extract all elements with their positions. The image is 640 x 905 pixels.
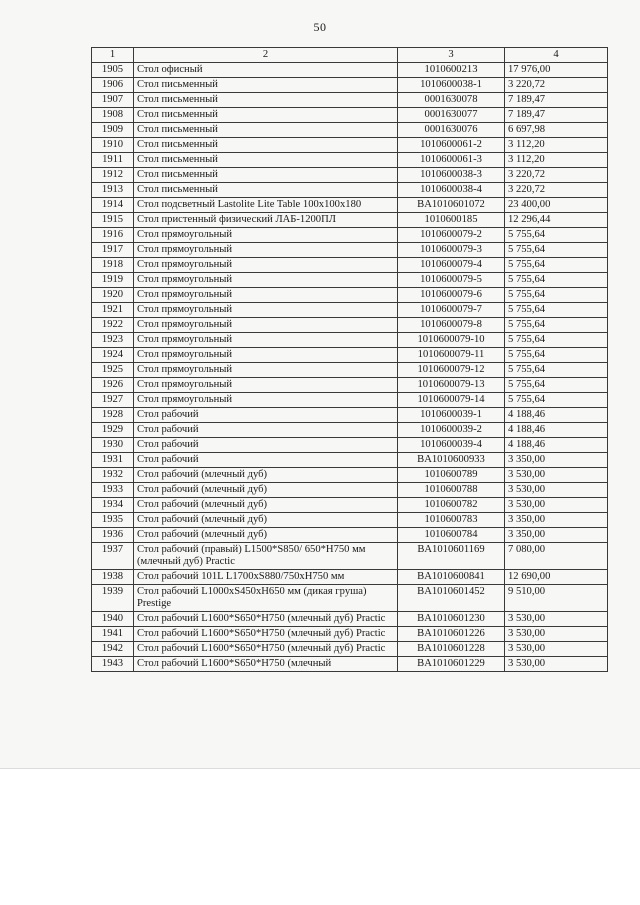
item-name: Стол рабочий (млечный дуб) (134, 468, 398, 483)
inventory-code: 1010600079-13 (398, 378, 505, 393)
row-number: 1919 (92, 273, 134, 288)
item-value: 7 189,47 (505, 108, 608, 123)
table-row (92, 93, 608, 108)
table-row (92, 408, 608, 423)
row-number: 1929 (92, 423, 134, 438)
inventory-code: 1010600079-8 (398, 318, 505, 333)
table-row (92, 570, 608, 585)
table-row (92, 642, 608, 657)
item-name: Стол пристенный физический ЛАБ-1200ПЛ (134, 213, 398, 228)
item-value: 3 530,00 (505, 627, 608, 642)
item-name: Стол письменный (134, 108, 398, 123)
table-row (92, 273, 608, 288)
column-header-value: 4 (505, 48, 608, 63)
inventory-code: 1010600038-4 (398, 183, 505, 198)
item-name: Стол рабочий (млечный дуб) (134, 498, 398, 513)
row-number: 1922 (92, 318, 134, 333)
inventory-code: 1010600079-4 (398, 258, 505, 273)
item-value: 5 755,64 (505, 363, 608, 378)
item-value: 23 400,00 (505, 198, 608, 213)
item-value: 5 755,64 (505, 348, 608, 363)
table-body (92, 63, 608, 672)
item-name: Стол письменный (134, 153, 398, 168)
row-number: 1912 (92, 168, 134, 183)
item-name: Стол письменный (134, 183, 398, 198)
item-value: 3 530,00 (505, 642, 608, 657)
inventory-code: 1010600788 (398, 483, 505, 498)
item-value: 3 350,00 (505, 528, 608, 543)
inventory-code: 1010600079-7 (398, 303, 505, 318)
row-number: 1937 (92, 543, 134, 570)
row-number: 1914 (92, 198, 134, 213)
table-row (92, 612, 608, 627)
inventory-code: 1010600079-12 (398, 363, 505, 378)
item-value: 3 220,72 (505, 78, 608, 93)
inventory-code: BA1010601230 (398, 612, 505, 627)
row-number: 1934 (92, 498, 134, 513)
inventory-code: 1010600079-11 (398, 348, 505, 363)
inventory-code: BA1010601229 (398, 657, 505, 672)
row-number: 1925 (92, 363, 134, 378)
inventory-code: 1010600079-10 (398, 333, 505, 348)
item-name: Стол подсветный Lastolite Lite Table 100x100x180 (134, 198, 398, 213)
table-row (92, 453, 608, 468)
item-name: Стол прямоугольный (134, 363, 398, 378)
table-row (92, 657, 608, 672)
table-row (92, 258, 608, 273)
item-name: Стол прямоугольный (134, 288, 398, 303)
row-number: 1927 (92, 393, 134, 408)
table-row (92, 108, 608, 123)
table-row (92, 483, 608, 498)
item-name: Стол прямоугольный (134, 348, 398, 363)
table-row (92, 138, 608, 153)
item-name: Стол рабочий L1600*S650*H750 (млечный (134, 657, 398, 672)
item-value: 5 755,64 (505, 378, 608, 393)
item-name: Стол рабочий (134, 438, 398, 453)
row-number: 1921 (92, 303, 134, 318)
table-row (92, 363, 608, 378)
table-row (92, 468, 608, 483)
item-value: 4 188,46 (505, 438, 608, 453)
inventory-code: 0001630077 (398, 108, 505, 123)
item-name: Стол письменный (134, 138, 398, 153)
row-number: 1917 (92, 243, 134, 258)
table-row (92, 423, 608, 438)
column-header-code: 3 (398, 48, 505, 63)
item-value: 3 112,20 (505, 153, 608, 168)
item-value: 7 189,47 (505, 93, 608, 108)
item-value: 5 755,64 (505, 273, 608, 288)
table-row (92, 228, 608, 243)
row-number: 1916 (92, 228, 134, 243)
table-row (92, 303, 608, 318)
inventory-code: 1010600079-3 (398, 243, 505, 258)
item-name: Стол рабочий L1600*S650*H750 (млечный дуб) Practic (134, 612, 398, 627)
inventory-code: 1010600079-6 (398, 288, 505, 303)
item-name: Стол рабочий (134, 453, 398, 468)
table-row (92, 198, 608, 213)
inventory-code: BA1010601452 (398, 585, 505, 612)
inventory-table (91, 47, 608, 672)
item-name: Стол рабочий (млечный дуб) (134, 528, 398, 543)
item-value: 5 755,64 (505, 258, 608, 273)
item-value: 5 755,64 (505, 288, 608, 303)
item-value: 3 530,00 (505, 498, 608, 513)
table-row (92, 333, 608, 348)
inventory-code: 1010600039-2 (398, 423, 505, 438)
table-row (92, 543, 608, 570)
row-number: 1938 (92, 570, 134, 585)
item-value: 4 188,46 (505, 423, 608, 438)
item-name: Стол письменный (134, 93, 398, 108)
item-value: 5 755,64 (505, 318, 608, 333)
table-row (92, 123, 608, 138)
column-header-number: 1 (92, 48, 134, 63)
item-value: 4 188,46 (505, 408, 608, 423)
row-number: 1918 (92, 258, 134, 273)
table-row (92, 393, 608, 408)
item-name: Стол прямоугольный (134, 318, 398, 333)
item-name: Стол офисный (134, 63, 398, 78)
item-value: 3 530,00 (505, 612, 608, 627)
item-value: 6 697,98 (505, 123, 608, 138)
inventory-code: 1010600061-3 (398, 153, 505, 168)
table-row (92, 63, 608, 78)
item-name: Стол рабочий L1600*S650*H750 (млечный дуб) Practic (134, 642, 398, 657)
row-number: 1915 (92, 213, 134, 228)
item-value: 12 690,00 (505, 570, 608, 585)
row-number: 1907 (92, 93, 134, 108)
row-number: 1940 (92, 612, 134, 627)
item-name: Стол рабочий L1600*S650*H750 (млечный дуб) Practic (134, 627, 398, 642)
row-number: 1909 (92, 123, 134, 138)
table-row (92, 378, 608, 393)
table-row (92, 153, 608, 168)
item-name: Стол прямоугольный (134, 228, 398, 243)
item-name: Стол письменный (134, 78, 398, 93)
row-number: 1926 (92, 378, 134, 393)
row-number: 1933 (92, 483, 134, 498)
row-number: 1905 (92, 63, 134, 78)
row-number: 1942 (92, 642, 134, 657)
inventory-code: 1010600079-5 (398, 273, 505, 288)
item-name: Стол рабочий (млечный дуб) (134, 513, 398, 528)
item-value: 3 350,00 (505, 513, 608, 528)
item-name: Стол рабочий L1000xS450xH650 мм (дикая груша) Prestige (134, 585, 398, 612)
row-number: 1943 (92, 657, 134, 672)
table-row (92, 168, 608, 183)
inventory-code: 1010600061-2 (398, 138, 505, 153)
table-row (92, 78, 608, 93)
item-name: Стол прямоугольный (134, 303, 398, 318)
row-number: 1908 (92, 108, 134, 123)
inventory-code: 1010600079-2 (398, 228, 505, 243)
inventory-code: 1010600039-1 (398, 408, 505, 423)
table-row (92, 243, 608, 258)
item-name: Стол письменный (134, 168, 398, 183)
inventory-code: BA1010601226 (398, 627, 505, 642)
item-value: 5 755,64 (505, 393, 608, 408)
inventory-code: 1010600185 (398, 213, 505, 228)
table-row (92, 438, 608, 453)
table-row (92, 513, 608, 528)
item-name: Стол письменный (134, 123, 398, 138)
row-number: 1939 (92, 585, 134, 612)
item-value: 5 755,64 (505, 303, 608, 318)
inventory-code: 1010600784 (398, 528, 505, 543)
table-row (92, 213, 608, 228)
table-row (92, 348, 608, 363)
column-header-name: 2 (134, 48, 398, 63)
row-number: 1932 (92, 468, 134, 483)
item-value: 7 080,00 (505, 543, 608, 570)
table-row (92, 528, 608, 543)
inventory-code: BA1010601169 (398, 543, 505, 570)
inventory-code: 1010600783 (398, 513, 505, 528)
table-row (92, 183, 608, 198)
item-name: Стол прямоугольный (134, 378, 398, 393)
item-name: Стол прямоугольный (134, 243, 398, 258)
item-value: 5 755,64 (505, 228, 608, 243)
inventory-code: BA1010600933 (398, 453, 505, 468)
row-number: 1935 (92, 513, 134, 528)
item-value: 5 755,64 (505, 333, 608, 348)
row-number: 1923 (92, 333, 134, 348)
inventory-code: 1010600079-14 (398, 393, 505, 408)
item-value: 3 530,00 (505, 483, 608, 498)
item-value: 3 220,72 (505, 183, 608, 198)
row-number: 1924 (92, 348, 134, 363)
item-name: Стол прямоугольный (134, 333, 398, 348)
item-name: Стол прямоугольный (134, 393, 398, 408)
item-name: Стол прямоугольный (134, 258, 398, 273)
item-name: Стол рабочий (правый) L1500*S850/ 650*H750 мм (млечный дуб) Practic (134, 543, 398, 570)
inventory-code: BA1010601228 (398, 642, 505, 657)
table-row (92, 288, 608, 303)
item-name: Стол прямоугольный (134, 273, 398, 288)
row-number: 1931 (92, 453, 134, 468)
inventory-code: 1010600038-3 (398, 168, 505, 183)
row-number: 1910 (92, 138, 134, 153)
item-value: 9 510,00 (505, 585, 608, 612)
page-number: 50 (313, 20, 327, 34)
item-name: Стол рабочий 101L L1700xS880/750xH750 мм (134, 570, 398, 585)
row-number: 1928 (92, 408, 134, 423)
inventory-code: 1010600782 (398, 498, 505, 513)
row-number: 1930 (92, 438, 134, 453)
table-row (92, 585, 608, 612)
inventory-code: 0001630078 (398, 93, 505, 108)
table-row (92, 627, 608, 642)
inventory-code: 1010600789 (398, 468, 505, 483)
item-name: Стол рабочий (134, 423, 398, 438)
table-row (92, 318, 608, 333)
row-number: 1941 (92, 627, 134, 642)
row-number: 1936 (92, 528, 134, 543)
item-name: Стол рабочий (134, 408, 398, 423)
table-row (92, 498, 608, 513)
inventory-code: 1010600039-4 (398, 438, 505, 453)
item-value: 17 976,00 (505, 63, 608, 78)
item-value: 5 755,64 (505, 243, 608, 258)
row-number: 1920 (92, 288, 134, 303)
item-value: 3 350,00 (505, 453, 608, 468)
row-number: 1913 (92, 183, 134, 198)
inventory-code: 1010600213 (398, 63, 505, 78)
inventory-code: BA1010601072 (398, 198, 505, 213)
item-value: 3 530,00 (505, 468, 608, 483)
item-name: Стол рабочий (млечный дуб) (134, 483, 398, 498)
row-number: 1906 (92, 78, 134, 93)
item-value: 3 112,20 (505, 138, 608, 153)
inventory-code: 0001630076 (398, 123, 505, 138)
inventory-code: BA1010600841 (398, 570, 505, 585)
table-header-row (92, 48, 608, 63)
item-value: 3 530,00 (505, 657, 608, 672)
row-number: 1911 (92, 153, 134, 168)
inventory-code: 1010600038-1 (398, 78, 505, 93)
item-value: 12 296,44 (505, 213, 608, 228)
item-value: 3 220,72 (505, 168, 608, 183)
